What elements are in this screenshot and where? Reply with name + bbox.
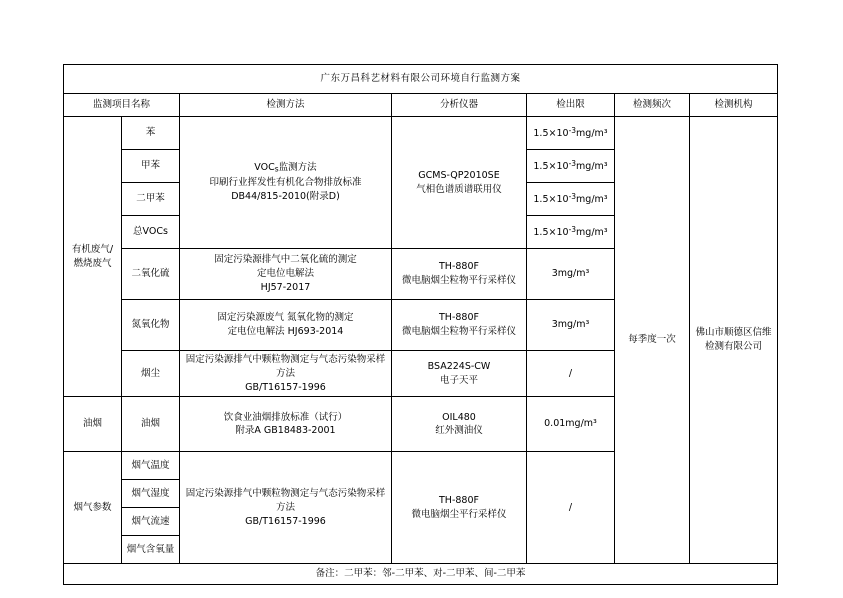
item-total-vocs: 总VOCs (122, 216, 180, 249)
method-vocs: $VOC_s$监测方法 印刷行业挥发性有机化合物排放标准 DB44/815-2010(附录D) (180, 117, 392, 249)
instrument-gcms: GCMS-QP2010SE 气相色谱质谱联用仪 (392, 117, 527, 249)
group-label-flue-gas-parameters: 烟气参数 (64, 452, 122, 564)
group-label-cooking-fume: 油烟 (64, 397, 122, 452)
instrument-flue-gas: TH-880F 微电脑烟尘平行采样仪 (392, 452, 527, 564)
method-nitrogen-oxides: 固定污染源废气 氮氧化物的测定 定电位电解法 HJ693-2014 (180, 300, 392, 351)
frequency-value: 每季度一次 (615, 117, 690, 564)
instrument-sulfur-dioxide: TH-880F 微电脑烟尘粒物平行采样仪 (392, 249, 527, 300)
limit-nitrogen-oxides: 3mg/m³ (527, 300, 615, 351)
header-item: 监测项目名称 (64, 94, 180, 117)
instrument-cooking-fume: OIL480 红外测油仪 (392, 397, 527, 452)
header-organization: 检测机构 (690, 94, 778, 117)
limit-toluene: $1.5\times 10^{-3}mg/m^3$ (527, 150, 615, 183)
item-sulfur-dioxide: 二氧化硫 (122, 249, 180, 300)
item-xylene: 二甲苯 (122, 183, 180, 216)
monitoring-plan-table (63, 64, 778, 585)
limit-sulfur-dioxide: 3mg/m³ (527, 249, 615, 300)
method-cooking-fume: 饮食业油烟排放标准（试行） 附录A GB18483-2001 (180, 397, 392, 452)
header-limit: 检出限 (527, 94, 615, 117)
method-smoke-dust: 固定污染源排气中颗粒物测定与气态污染物采样方法 GB/T16157-1996 (180, 351, 392, 397)
instrument-nitrogen-oxides: TH-880F 微电脑烟尘粒物平行采样仪 (392, 300, 527, 351)
group-label-organic-waste-gas: 有机废气/ 燃烧废气 (64, 117, 122, 397)
limit-benzene: $1.5\times 10^{-3}mg/m^3$ (527, 117, 615, 150)
limit-smoke-dust: / (527, 351, 615, 397)
header-method: 检测方法 (180, 94, 392, 117)
header-frequency: 检测频次 (615, 94, 690, 117)
monitoring-plan-table-wrapper (63, 64, 777, 585)
note-text: 备注：二甲苯：邻-二甲苯、对-二甲苯、间-二甲苯 (64, 564, 778, 585)
table-title-row (64, 65, 778, 94)
table-row (64, 117, 778, 150)
method-vocs-line1: $VOC_s$监测方法 (254, 162, 317, 175)
item-flue-oxygen: 烟气含氧量 (122, 536, 180, 564)
limit-xylene: $1.5\times 10^{-3}mg/m^3$ (527, 183, 615, 216)
item-smoke-dust: 烟尘 (122, 351, 180, 397)
header-instrument: 分析仪器 (392, 94, 527, 117)
page-title: 广东万昌科艺材料有限公司环境自行监测方案 (64, 65, 778, 94)
item-nitrogen-oxides: 氮氧化物 (122, 300, 180, 351)
item-benzene: 苯 (122, 117, 180, 150)
item-cooking-fume: 油烟 (122, 397, 180, 452)
organization-value: 佛山市顺德区信维 检测有限公司 (690, 117, 778, 564)
table-note-row (64, 564, 778, 585)
limit-flue-gas: / (527, 452, 615, 564)
method-sulfur-dioxide: 固定污染源排气中二氧化硫的测定 定电位电解法 HJ57-2017 (180, 249, 392, 300)
method-flue-gas: 固定污染源排气中颗粒物测定与气态污染物采样方法 GB/T16157-1996 (180, 452, 392, 564)
limit-total-vocs: $1.5\times 10^{-3}mg/m^3$ (527, 216, 615, 249)
item-flue-temperature: 烟气温度 (122, 452, 180, 480)
limit-cooking-fume: 0.01mg/m³ (527, 397, 615, 452)
item-flue-velocity: 烟气流速 (122, 508, 180, 536)
item-flue-humidity: 烟气湿度 (122, 480, 180, 508)
table-header-row (64, 94, 778, 117)
instrument-smoke-dust: BSA224S-CW 电子天平 (392, 351, 527, 397)
item-toluene: 甲苯 (122, 150, 180, 183)
